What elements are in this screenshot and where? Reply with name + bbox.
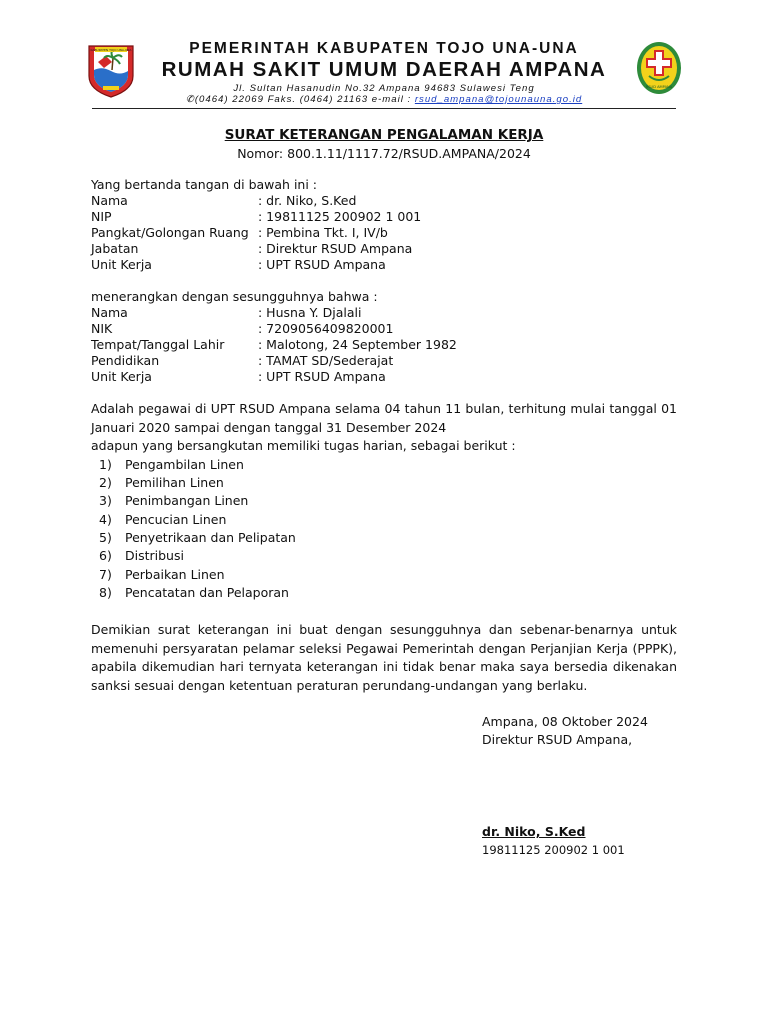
task-number: 6) [99,548,112,563]
signer-label: Unit Kerja [91,257,152,272]
task-item: Pencucian Linen [125,512,227,527]
header-divider [92,108,676,109]
employment-statement: Adalah pegawai di UPT RSUD Ampana selama 04 tahun 11 bulan, terhitung mulai tanggal 01 Januari 2020 sampai dengan tanggal 31 Desember 2024 [91,401,677,435]
employee-value: : UPT RSUD Ampana [258,369,386,384]
closing-statement: Demikian surat keterangan ini buat dengan sesungguhnya dan sebenar-benarnya untuk memenuhi persyaratan pelamar seleksi Pegawai Pemerintah dengan Perjanjian Kerja (PPPK), apabila dikemudian hari ternyata keterangan ini tidak benar maka saya bersedia dikenakan sanksi sesuai dengan ketentuan peraturan perundang-undangan yang berlaku. [91,622,677,693]
signer-value: : Pembina Tkt. I, IV/b [258,225,388,240]
task-item: Penyetrikaan dan Pelipatan [125,530,296,545]
svg-text:KABUPATEN TOJO UNA-UNA: KABUPATEN TOJO UNA-UNA [90,48,132,52]
employee-label: Nama [91,305,128,320]
header-email-link[interactable]: rsud_ampana@tojounauna.go.id [414,94,583,105]
rsud-logo-icon [635,40,683,96]
signature-nip: 19811125 200902 1 001 [482,843,625,857]
header-government: PEMERINTAH KABUPATEN TOJO UNA-UNA [189,40,579,57]
intro-employee: menerangkan dengan sesungguhnya bahwa : [91,289,378,304]
header-hospital-name: RUMAH SAKIT UMUM DAERAH AMPANA [161,58,607,81]
signer-value: : Direktur RSUD Ampana [258,241,413,256]
task-number: 5) [99,530,112,545]
svg-text:RSUD AMPANA: RSUD AMPANA [645,85,673,89]
employee-value: : TAMAT SD/Sederajat [258,353,394,368]
signer-value: : UPT RSUD Ampana [258,257,386,272]
intro-signer: Yang bertanda tangan di bawah ini : [91,177,318,192]
signer-value: : 19811125 200902 1 001 [258,209,422,224]
signer-value: : dr. Niko, S.Ked [258,193,357,208]
signer-label: Jabatan [91,241,139,256]
employee-value: : 7209056409820001 [258,321,394,336]
signature-place-date: Ampana, 08 Oktober 2024 [482,714,648,729]
task-number: 2) [99,475,112,490]
document-number: Nomor: 800.1.11/1117.72/RSUD.AMPANA/2024 [237,146,531,161]
task-number: 4) [99,512,112,527]
employee-label: Unit Kerja [91,369,152,384]
task-number: 8) [99,585,112,600]
task-item: Perbaikan Linen [125,567,225,582]
employee-label: Pendidikan [91,353,160,368]
task-item: Distribusi [125,548,184,563]
employee-label: Tempat/Tanggal Lahir [91,337,225,352]
document-title: SURAT KETERANGAN PENGALAMAN KERJA [224,127,544,143]
employee-label: NIK [91,321,113,336]
duties-intro: adapun yang bersangkutan memiliki tugas harian, sebagai berikut : [91,438,516,453]
employee-value: : Husna Y. Djalali [258,305,362,320]
task-number: 3) [99,493,112,508]
signature-position: Direktur RSUD Ampana, [482,732,633,747]
employee-value: : Malotong, 24 September 1982 [258,337,457,352]
task-number: 1) [99,457,112,472]
signer-label: NIP [91,209,112,224]
task-item: Pemilihan Linen [125,475,224,490]
task-number: 7) [99,567,112,582]
header-contact [120,94,648,105]
task-item: Penimbangan Linen [125,493,249,508]
signer-label: Nama [91,193,128,208]
signer-label: Pangkat/Golongan Ruang [91,225,249,240]
task-item: Pengambilan Linen [125,457,244,472]
header-address: Jl. Sultan Hasanudin No.32 Ampana 94683 Sulawesi Teng [233,83,535,94]
header-phone-fax: ✆(0464) 22069 Faks. (0464) 21163 e-mail : [185,94,415,105]
signature-name: dr. Niko, S.Ked [482,824,586,839]
task-item: Pencatatan dan Pelaporan [125,585,289,600]
